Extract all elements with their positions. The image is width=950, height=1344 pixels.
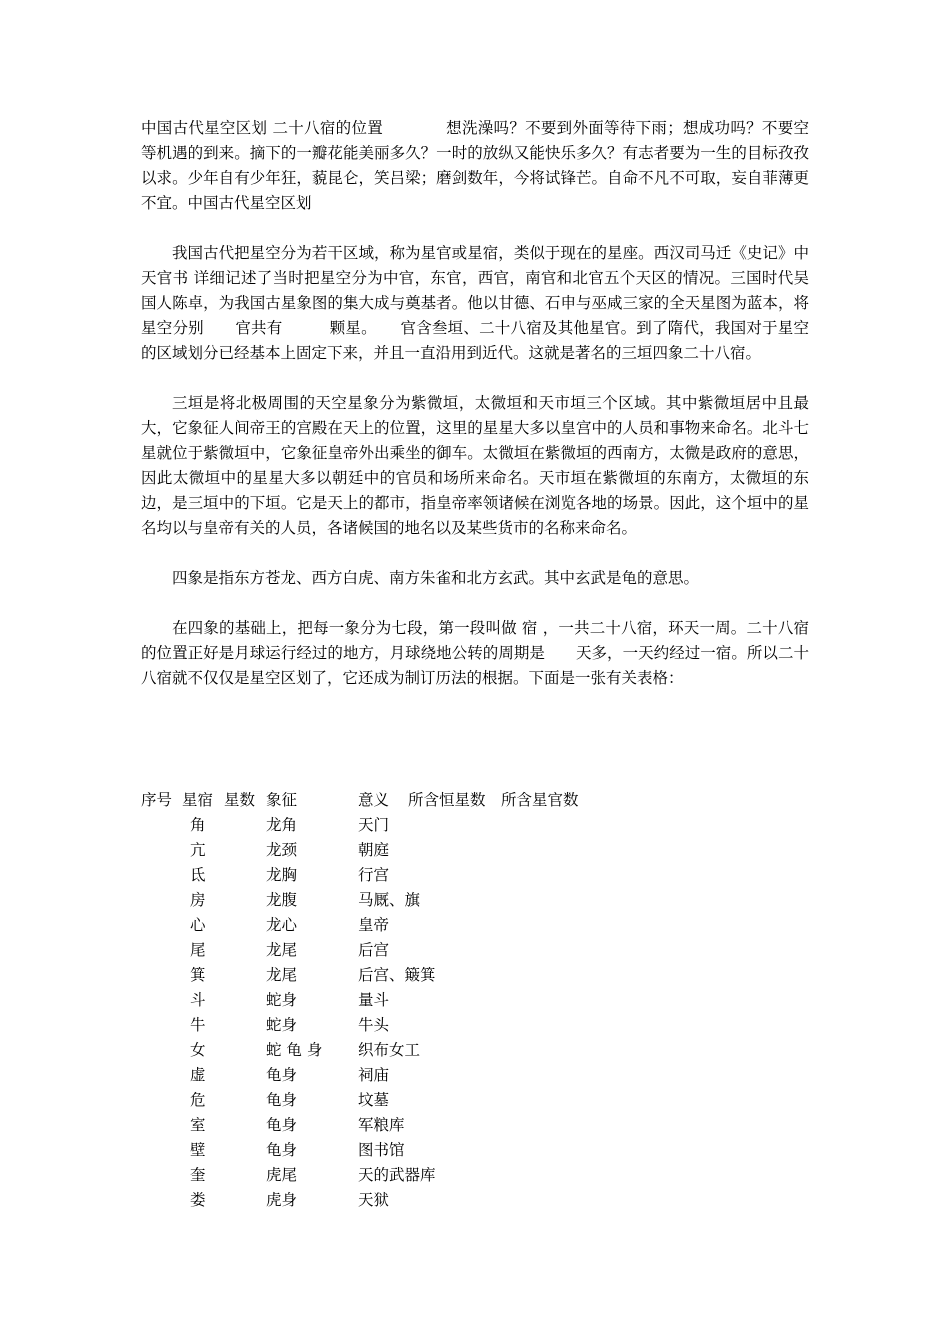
table-row <box>141 913 781 938</box>
mansion-name: 尾 <box>190 941 206 959</box>
mansion-name: 角 <box>190 816 206 834</box>
table-row <box>141 1138 781 1163</box>
mansion-meaning: 牛头 <box>358 1016 390 1034</box>
mansion-symbol: 龙颈 <box>266 841 298 859</box>
header-star-count: 星数 <box>224 791 256 809</box>
mansion-name: 女 <box>190 1041 206 1059</box>
mansion-symbol: 龙角 <box>266 816 298 834</box>
paragraph-four-symbols: 四象是指东方苍龙、西方白虎、南方朱雀和北方玄武。其中玄武是龟的意思。 <box>172 569 700 587</box>
header-fixed-stars: 所含恒星数 <box>408 791 486 809</box>
mansion-symbol: 龙腹 <box>266 891 298 909</box>
header-meaning: 意义 <box>358 791 390 809</box>
mansion-symbol: 龟身 <box>266 1091 298 1109</box>
header-index: 序号 <box>141 791 173 809</box>
mansion-name: 箕 <box>190 966 206 984</box>
mansion-symbol: 龙胸 <box>266 866 298 884</box>
mansion-meaning: 天狱 <box>358 1191 390 1209</box>
mansion-name: 室 <box>190 1116 206 1134</box>
table-row <box>141 888 781 913</box>
mansion-meaning: 祠庙 <box>358 1066 390 1084</box>
mansion-meaning: 行宫 <box>358 866 390 884</box>
table-body <box>141 813 781 1213</box>
mansion-name: 娄 <box>190 1191 206 1209</box>
mansion-name: 奎 <box>190 1166 206 1184</box>
mansion-name: 虚 <box>190 1066 206 1084</box>
mansion-meaning: 后宫 <box>358 941 390 959</box>
table-row <box>141 1013 781 1038</box>
mansion-symbol: 龟身 <box>266 1116 298 1134</box>
mansion-meaning: 织布女工 <box>358 1041 421 1059</box>
mansion-symbol: 蛇 龟 身 <box>266 1041 323 1059</box>
mansion-meaning: 马厩、旗 <box>358 891 421 909</box>
mansion-name: 危 <box>190 1091 206 1109</box>
mansion-name: 心 <box>190 916 206 934</box>
mansion-meaning: 天的武器库 <box>358 1166 436 1184</box>
mansion-name: 壁 <box>190 1141 206 1159</box>
mansion-symbol: 蛇身 <box>266 1016 298 1034</box>
mansion-name: 斗 <box>190 991 206 1009</box>
mansion-symbol: 龟身 <box>266 1066 298 1084</box>
mansion-meaning: 量斗 <box>358 991 390 1009</box>
paragraph-star-divisions: 我国古代把星空分为若干区域，称为星官或星宿，类似于现在的星座。西汉司马迁《史记》中 天官书 详细记述了当时把星空分为中官，东官，西官，南官和北官五个天区的情况。三国时代吴国人陈卓，为我国古星象图的集大成与奠基者。他以甘德、石申与巫咸三家的全天星图为蓝本，将星空分别 官共有 颗星。 官含叁垣、二十八宿及其他星官。到了隋代，我国对于星空的区域划分已经基本上固定下来，并且一直沿用到近代。这就是著名的三垣四象二十八宿。 <box>141 244 809 362</box>
intro-paragraph: 中国古代星空区划 二十八宿的位置 想洗澡吗？不要到外面等待下雨；想成功吗？不要空等机遇的到来。摘下的一瓣花能美丽多久？一时的放纵又能快乐多久？有志者要为一生的目标孜孜以求。少年自有少年狂，藐昆仑，笑吕梁；磨剑数年，今将试锋芒。自命不凡不可取，妄自菲薄更不宜。中国古代星空区划 <box>141 119 809 212</box>
header-symbol: 象征 <box>266 791 298 809</box>
paragraph-three-enclosures: 三垣是将北极周围的天空星象分为紫微垣，太微垣和天市垣三个区域。其中紫微垣居中且最大，它象征人间帝王的宫殿在天上的位置，这里的星星大多以皇宫中的人员和事物来命名。北斗七星就位于紫微垣中，它象征皇帝外出乘坐的御车。太微垣在紫微垣的西南方，太微是政府的意思，因此太微垣中的星星大多以朝廷中的官员和场所来命名。天市垣在紫微垣的东南方，太微垣的东边，是三垣中的下垣。它是天上的都市，指皇帝率领诸候在浏览各地的场景。因此，这个垣中的星名均以与皇帝有关的人员，各诸候国的地名以及某些货市的名称来命名。 <box>141 394 809 537</box>
table-row <box>141 938 781 963</box>
table-row <box>141 813 781 838</box>
mansion-symbol: 蛇身 <box>266 991 298 1009</box>
table-row <box>141 838 781 863</box>
mansion-name: 牛 <box>190 1016 206 1034</box>
mansion-symbol: 龙尾 <box>266 966 298 984</box>
document-body <box>141 116 809 716</box>
mansion-name: 氐 <box>190 866 206 884</box>
mansion-symbol: 龟身 <box>266 1141 298 1159</box>
table-row <box>141 963 781 988</box>
mansion-name: 房 <box>190 891 206 909</box>
mansion-meaning: 天门 <box>358 816 390 834</box>
mansion-symbol: 龙心 <box>266 916 298 934</box>
mansion-symbol: 虎尾 <box>266 1166 298 1184</box>
header-asterisms: 所含星官数 <box>501 791 579 809</box>
table-row <box>141 1063 781 1088</box>
paragraph-28-mansions: 在四象的基础上，把每一象分为七段，第一段叫做 宿 ，一共二十八宿，环天一周。二十八宿的位置正好是月球运行经过的地方，月球绕地公转的周期是 天多，一天约经过一宿。所以二十八宿就不仅仅是星空区划了，它还成为制订历法的根据。下面是一张有关表格： <box>141 619 809 687</box>
table-row <box>141 1113 781 1138</box>
table-header-row <box>141 788 781 813</box>
mansion-meaning: 坟墓 <box>358 1091 390 1109</box>
mansion-symbol: 虎身 <box>266 1191 298 1209</box>
mansion-symbol: 龙尾 <box>266 941 298 959</box>
mansions-table <box>141 788 781 1213</box>
mansion-meaning: 图书馆 <box>358 1141 405 1159</box>
table-row <box>141 1188 781 1213</box>
header-mansion: 星宿 <box>182 791 214 809</box>
mansion-meaning: 后宫、簸箕 <box>358 966 436 984</box>
table-row <box>141 988 781 1013</box>
table-row <box>141 1038 781 1063</box>
table-row <box>141 863 781 888</box>
mansion-meaning: 朝庭 <box>358 841 390 859</box>
table-row <box>141 1088 781 1113</box>
mansion-meaning: 军粮库 <box>358 1116 405 1134</box>
mansion-name: 亢 <box>190 841 206 859</box>
mansion-meaning: 皇帝 <box>358 916 390 934</box>
table-row <box>141 1163 781 1188</box>
